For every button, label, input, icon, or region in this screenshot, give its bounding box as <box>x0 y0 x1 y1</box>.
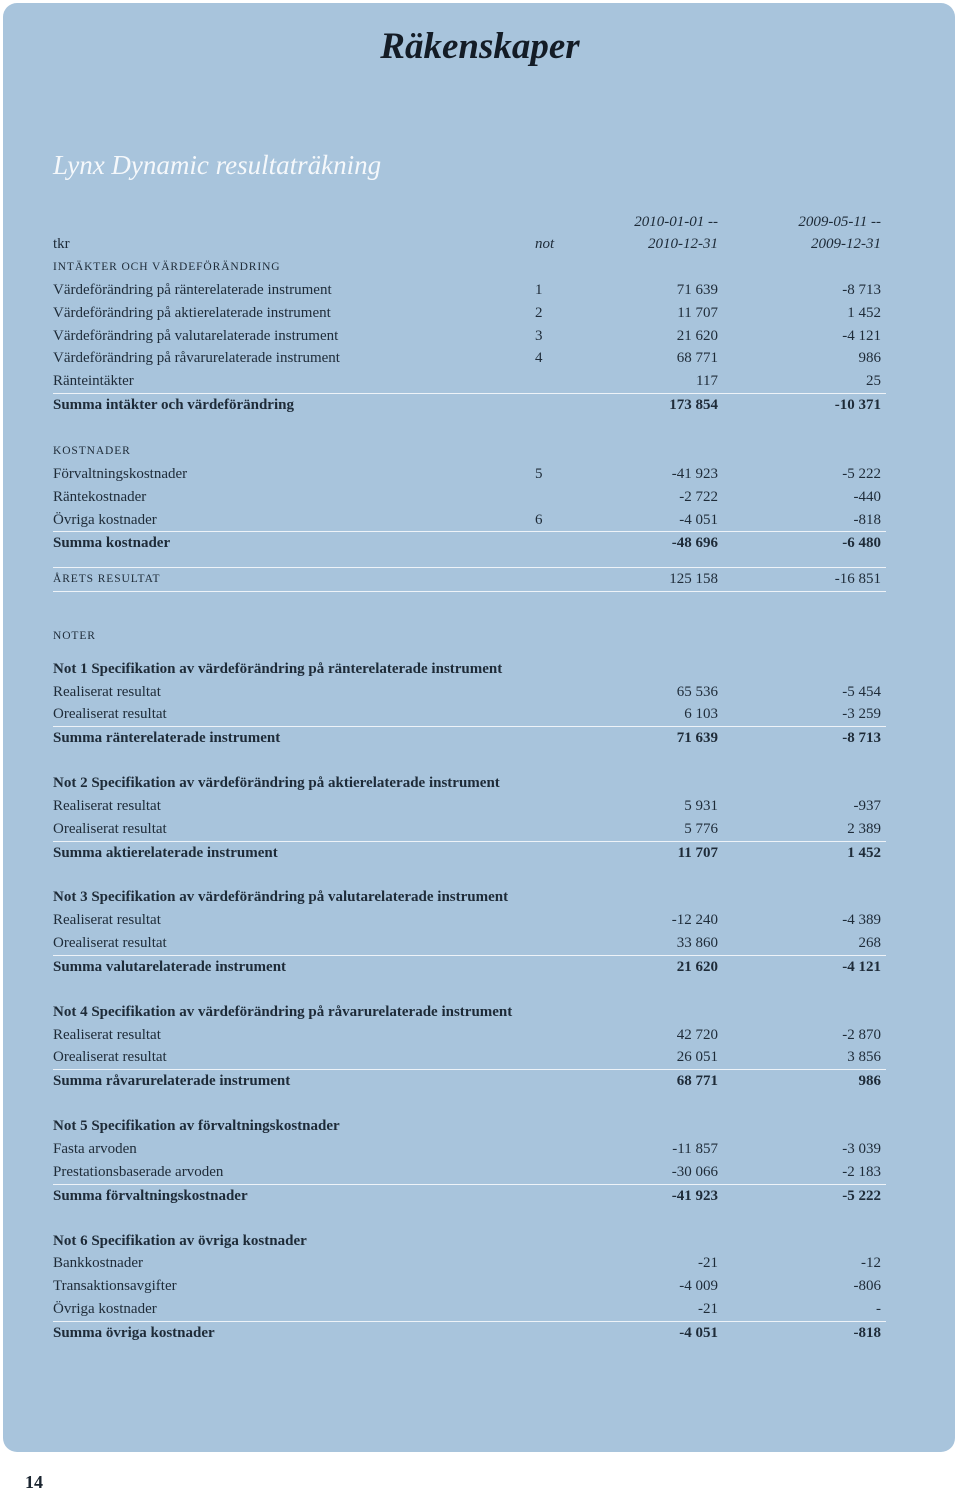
period-2010-to: 2010-12-31 <box>648 236 718 253</box>
row-label: Orealiserat resultat <box>53 820 167 837</box>
table-row <box>53 681 886 704</box>
summary-row <box>53 841 886 865</box>
table-row <box>53 347 886 370</box>
value-2010: 6 103 <box>684 706 718 723</box>
row-label: ÅRETS RESULTAT <box>53 573 161 586</box>
value-2009: -8 713 <box>842 730 881 747</box>
note-ref: 4 <box>535 350 543 367</box>
row-label: Räntekostnader <box>53 488 147 505</box>
note-title: Not 3 Specifikation av värdeförändring på valutarelaterade instrument <box>53 889 509 906</box>
row-label: Orealiserat resultat <box>53 1049 167 1066</box>
row-label: Värdeförändring på aktierelaterade instrument <box>53 304 331 321</box>
value-2010: 11 707 <box>677 304 718 321</box>
table-row <box>53 486 886 509</box>
table-row <box>53 370 886 393</box>
value-2009: 1 452 <box>847 844 881 861</box>
value-2009: -806 <box>853 1278 881 1295</box>
value-2010: -2 722 <box>679 488 718 505</box>
note-ref: 2 <box>535 304 543 321</box>
row-label: Orealiserat resultat <box>53 706 167 723</box>
note-ref: 1 <box>535 281 543 298</box>
section-heading: KOSTNADER <box>53 445 131 458</box>
section-heading-row <box>53 440 886 463</box>
value-2009: -5 454 <box>842 683 881 700</box>
value-2009: 986 <box>858 350 881 367</box>
income-statement-table <box>53 211 886 1345</box>
note-title-row <box>53 1230 886 1253</box>
summary-row <box>53 393 886 417</box>
row-label: Summa övriga kostnader <box>53 1324 215 1341</box>
note-ref: 6 <box>535 511 543 528</box>
table-row <box>53 1298 886 1321</box>
value-2009: -5 222 <box>842 1187 881 1204</box>
note-block <box>53 886 886 978</box>
value-2009: -10 371 <box>834 396 881 413</box>
period-2010-from: 2010-01-01 -- <box>634 213 718 230</box>
value-2009: -3 039 <box>842 1141 881 1158</box>
row-label: Summa ränterelaterade instrument <box>53 730 281 747</box>
value-2010: -41 923 <box>671 465 718 482</box>
value-2010: -4 051 <box>679 511 718 528</box>
table-row <box>53 818 886 841</box>
row-label: Transaktionsavgifter <box>53 1278 177 1295</box>
value-2009: 986 <box>858 1073 881 1090</box>
notes-heading: NOTER <box>53 629 96 642</box>
value-2010: -4 051 <box>679 1324 718 1341</box>
value-2009: 3 856 <box>847 1049 881 1066</box>
value-2009: - <box>876 1301 881 1317</box>
value-2009: -2 183 <box>842 1163 881 1180</box>
table-row <box>53 1046 886 1069</box>
table-row <box>53 909 886 932</box>
table-row <box>53 1024 886 1047</box>
value-2009: -818 <box>853 1324 881 1341</box>
value-2010: 71 639 <box>676 730 718 747</box>
row-label: Värdeförändring på valutarelaterade instrument <box>53 327 339 344</box>
value-2010: 68 771 <box>676 350 718 367</box>
row-label: Bankkostnader <box>53 1255 143 1272</box>
note-ref: 5 <box>535 465 543 482</box>
table-row <box>53 279 886 302</box>
summary-row <box>53 1184 886 1208</box>
value-2009: -4 389 <box>842 912 881 929</box>
statement-title: Lynx Dynamic resultaträkning <box>53 150 382 180</box>
value-2010: 5 776 <box>684 820 718 837</box>
value-2010: 71 639 <box>676 281 718 298</box>
summary-row <box>53 1069 886 1093</box>
row-label: Fasta arvoden <box>53 1141 137 1158</box>
value-2010: -4 009 <box>679 1278 718 1295</box>
summary-row <box>53 531 886 555</box>
note-title: Not 2 Specifikation av värdeförändring på aktierelaterade instrument <box>53 775 500 792</box>
row-label: Realiserat resultat <box>53 683 161 700</box>
section-heading: INTÄKTER OCH VÄRDEFÖRÄNDRING <box>53 261 281 274</box>
row-label: Summa intäkter och värdeförändring <box>53 396 294 413</box>
value-2010: 26 051 <box>676 1049 718 1066</box>
value-2010: -11 857 <box>672 1141 718 1158</box>
period-2009-from: 2009-05-11 -- <box>798 213 881 230</box>
value-2009: -4 121 <box>842 958 881 975</box>
statement-section <box>53 256 886 417</box>
note-title-row <box>53 772 886 795</box>
value-2009: -440 <box>853 488 881 505</box>
value-2010: -12 240 <box>671 912 718 929</box>
value-2009: -3 259 <box>842 706 881 723</box>
notes-heading-row <box>53 625 886 648</box>
note-block <box>53 1115 886 1207</box>
value-2010: -21 <box>698 1255 718 1272</box>
row-label: Summa kostnader <box>53 535 171 552</box>
note-block <box>53 1230 886 1345</box>
row-label: Övriga kostnader <box>53 511 157 528</box>
value-2009: -2 870 <box>842 1026 881 1043</box>
value-2009: -5 222 <box>842 465 881 482</box>
note-title: Not 1 Specifikation av värdeförändring på ränterelaterade instrument <box>53 660 503 677</box>
annual-result <box>53 567 886 592</box>
table-row <box>53 795 886 818</box>
row-label: Realiserat resultat <box>53 1026 161 1043</box>
note-block <box>53 772 886 864</box>
column-header-row-2 <box>53 233 886 256</box>
value-2009: 25 <box>866 373 881 390</box>
result-row <box>53 567 886 592</box>
value-2010: 5 931 <box>684 797 718 814</box>
page-title: Räkenskaper <box>380 26 580 67</box>
row-label: Realiserat resultat <box>53 912 161 929</box>
value-2010: 68 771 <box>676 1073 718 1090</box>
summary-row <box>53 726 886 750</box>
table-row <box>53 325 886 348</box>
row-label: Värdeförändring på råvarurelaterade instrument <box>53 350 340 367</box>
row-label: Ränteintäkter <box>53 373 134 390</box>
value-2009: -4 121 <box>842 327 881 344</box>
column-header-row-1 <box>53 211 886 234</box>
value-2010: -21 <box>698 1301 718 1317</box>
note-title-row <box>53 658 886 681</box>
value-2010: 11 707 <box>677 844 718 861</box>
row-label: Realiserat resultat <box>53 797 161 814</box>
value-2010: 21 620 <box>676 327 718 344</box>
page-number: 14 <box>25 1472 43 1492</box>
summary-row <box>53 955 886 979</box>
note-title-row <box>53 1001 886 1024</box>
note-title: Not 6 Specifikation av övriga kostnader <box>53 1232 307 1249</box>
value-2010: 21 620 <box>676 958 718 975</box>
table-row <box>53 1275 886 1298</box>
value-2009: 2 389 <box>847 820 881 837</box>
row-label: Summa aktierelaterade instrument <box>53 844 278 861</box>
note-column-header: not <box>535 236 555 253</box>
value-2009: 1 452 <box>847 304 881 321</box>
note-title-row <box>53 886 886 909</box>
value-2009: 268 <box>858 935 881 952</box>
table-row <box>53 703 886 726</box>
value-2009: -8 713 <box>842 281 881 298</box>
table-row <box>53 302 886 325</box>
value-2010: 42 720 <box>676 1026 718 1043</box>
note-title: Not 5 Specifikation av förvaltningskostnader <box>53 1118 340 1135</box>
value-2010: 117 <box>696 373 718 390</box>
notes-list <box>53 658 886 1345</box>
value-2009: -937 <box>853 797 881 814</box>
statement-sections <box>53 256 886 555</box>
value-2010: -30 066 <box>671 1163 718 1180</box>
table-row <box>53 1138 886 1161</box>
value-2009: -16 851 <box>834 571 881 588</box>
row-label: Värdeförändring på ränterelaterade instrument <box>53 281 332 298</box>
row-label: Prestationsbaserade arvoden <box>53 1163 224 1180</box>
table-row <box>53 509 886 532</box>
note-title-row <box>53 1115 886 1138</box>
value-2010: 125 158 <box>669 571 718 588</box>
row-label: Förvaltningskostnader <box>53 465 188 482</box>
row-label: Övriga kostnader <box>53 1301 157 1317</box>
statement-section <box>53 440 886 555</box>
row-label: Summa valutarelaterade instrument <box>53 958 287 975</box>
table-row <box>53 1161 886 1184</box>
note-title: Not 4 Specifikation av värdeförändring på råvarurelaterade instrument <box>53 1003 513 1020</box>
value-2010: 33 860 <box>676 935 718 952</box>
table-row <box>53 932 886 955</box>
row-label: Summa förvaltningskostnader <box>53 1187 248 1204</box>
value-2010: 65 536 <box>676 683 718 700</box>
section-heading-row <box>53 256 886 279</box>
value-2009: -6 480 <box>842 535 881 552</box>
value-2010: 173 854 <box>669 396 718 413</box>
note-ref: 3 <box>535 327 543 344</box>
value-2009: -818 <box>853 511 881 528</box>
row-label: Summa råvarurelaterade instrument <box>53 1073 291 1090</box>
unit-label: tkr <box>53 236 70 253</box>
summary-row <box>53 1321 886 1345</box>
note-block <box>53 1001 886 1093</box>
note-block <box>53 658 886 750</box>
value-2009: -12 <box>861 1255 881 1272</box>
table-row <box>53 463 886 486</box>
row-label: Orealiserat resultat <box>53 935 167 952</box>
value-2010: -48 696 <box>671 535 718 552</box>
table-row <box>53 1252 886 1275</box>
period-2009-to: 2009-12-31 <box>811 236 881 253</box>
value-2010: -41 923 <box>671 1187 718 1204</box>
